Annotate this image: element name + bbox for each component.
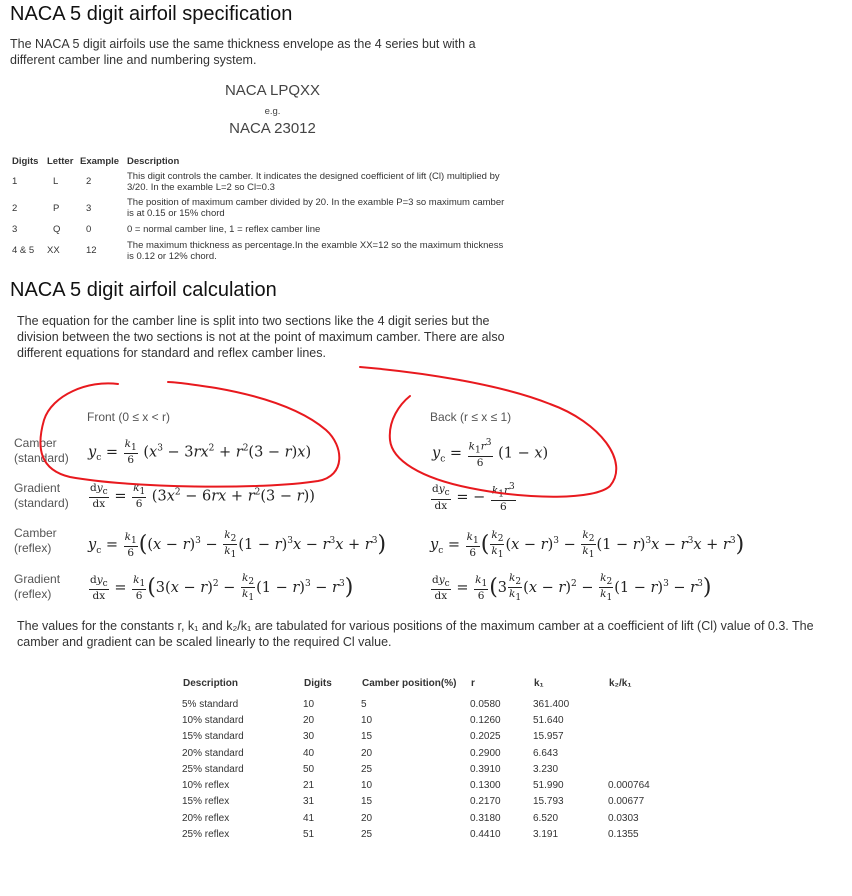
label-line1: Gradient bbox=[14, 481, 61, 495]
col-r: r bbox=[471, 677, 475, 689]
cell-position: 25 bbox=[361, 829, 373, 841]
col-description: Description bbox=[183, 677, 239, 689]
cell-position: 20 bbox=[361, 747, 373, 759]
cell-digits: 41 bbox=[303, 812, 315, 824]
naca-designation: NACA LPQXX bbox=[224, 82, 321, 99]
cell-example: 0 bbox=[86, 223, 92, 235]
table-row bbox=[12, 168, 510, 195]
spec-title: NACA 5 digit airfoil specification bbox=[10, 3, 293, 25]
table-row bbox=[182, 745, 690, 761]
cell-description: The maximum thickness as percentage.In the examble XX=12 so the maximum thickness is 0.12 or 12% chord. bbox=[127, 239, 504, 262]
cell-r: 0.1260 bbox=[470, 714, 501, 726]
label-line2: (standard) bbox=[14, 451, 69, 465]
cell-position: 5 bbox=[361, 698, 367, 710]
label-line1: Gradient bbox=[14, 572, 61, 586]
cell-r: 0.2170 bbox=[470, 796, 501, 808]
cell-r: 0.3180 bbox=[470, 812, 501, 824]
cell-r: 0.2900 bbox=[470, 747, 501, 759]
eq-gradient-standard-front: $\frac{dy_c}{dx}$ = $\frac{k_1}{6}$ $(3x^2 - 6rx + r^2(3 - r))$ bbox=[90, 482, 315, 511]
cell-letter: L bbox=[53, 176, 59, 187]
cell-letter: P bbox=[53, 202, 60, 214]
table-row bbox=[182, 794, 690, 810]
col-k1: k₁ bbox=[534, 677, 544, 689]
spec-intro: The NACA 5 digit airfoils use the same thickness envelope as the 4 series but with a different camber line and numbering system. bbox=[10, 37, 476, 67]
eq-gradient-reflex-back: $\frac{dy_c}{dx}$ = $\frac{k_1}{6}$ (3 $\frac{k_2}{k_1}$ $(x - r)^2$ − $\frac{k_2}{k_1}$ $(1 - r)^3 - r^3$) bbox=[432, 572, 712, 604]
cell-k2k1 bbox=[608, 696, 690, 712]
cell-digits: 3 bbox=[12, 223, 18, 235]
table-row bbox=[182, 810, 690, 826]
cell-digits: 4 & 5 bbox=[12, 245, 35, 256]
calc-intro: The equation for the camber line is split into two sections like the 4 digit series but the division between the two sections is not at the point of maximum camber. There are also different equations for standard and reflex camber lines. bbox=[17, 314, 505, 360]
cell-k2k1 bbox=[608, 729, 690, 745]
cell-k2k1 bbox=[608, 761, 690, 777]
cell-letter: Q bbox=[53, 223, 61, 235]
front-header: Front (0 ≤ x < r) bbox=[87, 410, 170, 424]
label-line2: (reflex) bbox=[14, 587, 52, 601]
label-line2: (reflex) bbox=[14, 541, 52, 555]
annotation-ellipse-front bbox=[40, 382, 339, 487]
eq-row-label bbox=[14, 436, 69, 466]
cell-description: 20% standard bbox=[182, 747, 244, 759]
label-line1: Camber bbox=[14, 526, 57, 540]
cell-digits: 1 bbox=[12, 176, 18, 187]
calc-title: NACA 5 digit airfoil calculation bbox=[10, 279, 277, 301]
constants-text: The values for the constants r, k₁ and k₂/k₁ are tabulated for various positions of the maximum camber at a coefficient of lift (Cl) value of 0.3. The camber and gradient can be scaled linearly to the required Cl value. bbox=[17, 619, 814, 649]
col-k2k1: k₂/k₁ bbox=[609, 677, 632, 689]
cell-digits: 20 bbox=[303, 714, 315, 726]
eq-camber-standard-back: $y_c$ = $\frac{k_1r^3}{6}$ (1 − x) bbox=[432, 438, 549, 469]
cell-k1: 51.640 bbox=[533, 714, 564, 726]
eq-gradient-reflex-front: $\frac{dy_c}{dx}$ = $\frac{k_1}{6}$ ($3(x - r)^2$ − $\frac{k_2}{k_1}$ $(1 - r)^3 - r^3$) bbox=[90, 572, 354, 604]
table-row bbox=[182, 826, 690, 842]
col-letter: Letter bbox=[47, 155, 74, 167]
eq-row-label bbox=[14, 481, 69, 511]
table-row bbox=[12, 195, 510, 221]
table-row bbox=[12, 221, 510, 237]
cell-digits: 31 bbox=[303, 796, 315, 808]
table-row bbox=[182, 777, 690, 793]
table-row bbox=[12, 237, 510, 264]
cell-position: 20 bbox=[361, 812, 373, 824]
cell-description: 10% standard bbox=[182, 714, 244, 726]
cell-description: 15% standard bbox=[182, 731, 244, 743]
cell-k1: 3.191 bbox=[533, 829, 559, 841]
table-row bbox=[182, 761, 690, 777]
annotation-ellipse-back bbox=[360, 367, 616, 497]
cell-digits: 30 bbox=[303, 731, 315, 743]
cell-k2k1: 0.000764 bbox=[608, 780, 650, 792]
cell-r: 0.3910 bbox=[470, 763, 501, 775]
cell-example: 12 bbox=[86, 245, 97, 256]
cell-digits: 40 bbox=[303, 747, 315, 759]
cell-digits: 21 bbox=[303, 780, 315, 792]
cell-k1: 361.400 bbox=[533, 698, 570, 710]
eq-camber-reflex-front: $y_c$ = $\frac{k_1}{6}$ ($(x - r)^3$ − $\frac{k_2}{k_1}$ $(1 - r)^3x - r^3x + r^3$) bbox=[88, 529, 387, 561]
spec-table bbox=[12, 154, 510, 264]
cell-k1: 51.990 bbox=[533, 780, 564, 792]
cell-k1: 15.957 bbox=[533, 731, 564, 743]
cell-r: 0.1300 bbox=[470, 780, 501, 792]
cell-k1: 3.230 bbox=[533, 763, 559, 775]
cell-r: 0.4410 bbox=[470, 829, 501, 841]
cell-k2k1: 0.0303 bbox=[608, 812, 639, 824]
cell-letter: XX bbox=[47, 245, 60, 256]
eq-camber-standard-front: $y_c$ = $\frac{k_1}{6}$ $(x^3 - 3rx^2 + r^2(3 - r)x)$ bbox=[88, 438, 312, 467]
cell-k2k1: 0.1355 bbox=[608, 829, 639, 841]
naca-example: NACA 23012 bbox=[229, 120, 316, 137]
col-camber-position: Camber position(%) bbox=[362, 677, 457, 689]
cell-digits: 50 bbox=[303, 763, 315, 775]
col-description: Description bbox=[127, 155, 180, 167]
constants-table-header bbox=[182, 670, 690, 696]
cell-description: This digit controls the camber. It indicates the designed coefficient of lift (Cl) multiplied by 3/20. In the examble L=2 so Cl=0.3 bbox=[127, 170, 500, 193]
col-digits: Digits bbox=[12, 155, 39, 167]
cell-example: 3 bbox=[86, 202, 92, 214]
cell-k2k1 bbox=[608, 712, 690, 728]
cell-k2k1 bbox=[608, 745, 690, 761]
cell-k2k1: 0.00677 bbox=[608, 796, 645, 808]
table-row bbox=[182, 712, 690, 728]
cell-position: 25 bbox=[361, 763, 373, 775]
cell-description: 25% standard bbox=[182, 763, 244, 775]
col-digits: Digits bbox=[304, 677, 332, 689]
eq-gradient-standard-back: $\frac{dy_c}{dx}$ = − $\frac{k_1r^3}{6}$ bbox=[432, 482, 515, 513]
col-example: Example bbox=[80, 155, 120, 167]
cell-position: 15 bbox=[361, 796, 373, 808]
cell-k1: 6.643 bbox=[533, 747, 559, 759]
eq-row-label bbox=[14, 572, 60, 602]
cell-k1: 6.520 bbox=[533, 812, 559, 824]
table-row bbox=[182, 729, 690, 745]
cell-description: 5% standard bbox=[182, 698, 239, 710]
cell-description: 10% reflex bbox=[182, 780, 230, 792]
cell-position: 10 bbox=[361, 780, 373, 792]
label-line1: Camber bbox=[14, 436, 57, 450]
cell-position: 15 bbox=[361, 731, 373, 743]
label-line2: (standard) bbox=[14, 496, 69, 510]
cell-r: 0.2025 bbox=[470, 731, 501, 743]
cell-digits: 2 bbox=[12, 202, 18, 214]
cell-example: 2 bbox=[86, 176, 92, 187]
cell-description: 20% reflex bbox=[182, 812, 230, 824]
eg-label: e.g. bbox=[264, 106, 281, 117]
table-row bbox=[182, 696, 690, 712]
cell-r: 0.0580 bbox=[470, 698, 501, 710]
cell-description: The position of maximum camber divided by 20. In the examble P=3 so maximum camber is at 0.15 or 15% chord bbox=[127, 197, 505, 219]
cell-k1: 15.793 bbox=[533, 796, 564, 808]
eq-row-label bbox=[14, 526, 57, 556]
cell-digits: 10 bbox=[303, 698, 315, 710]
cell-description: 15% reflex bbox=[182, 796, 230, 808]
spec-table-header bbox=[12, 154, 510, 168]
cell-description: 0 = normal camber line, 1 = reflex camber line bbox=[127, 223, 321, 235]
eq-camber-reflex-back: $y_c$ = $\frac{k_1}{6}$ ( $\frac{k_2}{k_1}$ $(x - r)^3$ − $\frac{k_2}{k_1}$ $(1 - r)^3x - r^3x + r^3$) bbox=[430, 529, 745, 561]
cell-digits: 51 bbox=[303, 829, 315, 841]
cell-position: 10 bbox=[361, 714, 373, 726]
back-header: Back (r ≤ x ≤ 1) bbox=[430, 410, 512, 424]
constants-table bbox=[182, 670, 690, 843]
cell-description: 25% reflex bbox=[182, 829, 230, 841]
